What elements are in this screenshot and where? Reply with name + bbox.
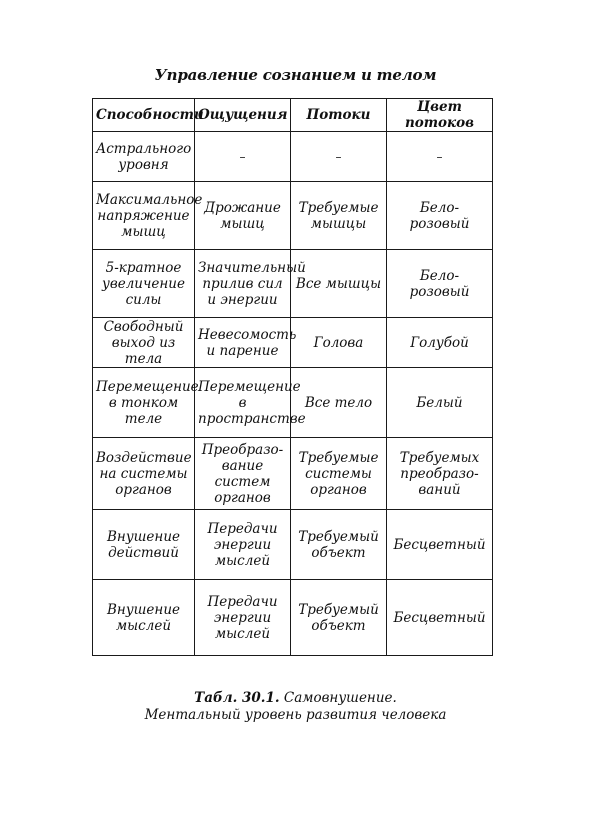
table-row: [93, 182, 493, 250]
table-row: [93, 250, 493, 318]
table-cell: Невесомость и парение: [195, 318, 291, 368]
caption-line-1: [0, 690, 591, 707]
table-cell: Воздействие на системы органов: [93, 438, 195, 510]
table-row: [93, 438, 493, 510]
table-cell: Требуемые мышцы: [291, 182, 387, 250]
table-cell: Свободный выход из тела: [93, 318, 195, 368]
table-cell: Бесцветный: [387, 510, 493, 580]
header-flow-color: Цвет потоков: [387, 99, 493, 132]
table-cell: Передачи энергии мыслей: [195, 510, 291, 580]
table-cell: –: [195, 132, 291, 182]
table-cell: Преобразо- вание систем органов: [195, 438, 291, 510]
header-flows: Потоки: [291, 99, 387, 132]
table-cell: Голова: [291, 318, 387, 368]
table-cell: Перемещение в тонком теле: [93, 368, 195, 438]
table-cell: Требуемый объект: [291, 510, 387, 580]
table-cell: Астрального уровня: [93, 132, 195, 182]
table-cell: Перемещение в пространстве: [195, 368, 291, 438]
table-cell: Внушение действий: [93, 510, 195, 580]
table-cell: –: [291, 132, 387, 182]
table-header-row: [93, 99, 493, 132]
table-row: [93, 580, 493, 656]
caption-title: Самовнушение.: [283, 690, 397, 706]
header-sensations: Ощущения: [195, 99, 291, 132]
table-caption: [0, 690, 591, 724]
table-cell: Бело- розовый: [387, 182, 493, 250]
table-cell: Внушение мыслей: [93, 580, 195, 656]
table-cell: Все тело: [291, 368, 387, 438]
caption-number: Табл. 30.1.: [194, 690, 280, 706]
table-cell: Дрожание мышц: [195, 182, 291, 250]
table-cell: Требуемых преобразо- ваний: [387, 438, 493, 510]
table-cell: Требуемый объект: [291, 580, 387, 656]
table-cell: Передачи энергии мыслей: [195, 580, 291, 656]
table-cell: 5-кратное увеличение силы: [93, 250, 195, 318]
table-row: [93, 132, 493, 182]
table-cell: Бесцветный: [387, 580, 493, 656]
table-cell: Требуемые системы органов: [291, 438, 387, 510]
abilities-table: [92, 98, 493, 656]
header-abilities: Способности: [93, 99, 195, 132]
caption-line-2: Ментальный уровень развития человека: [144, 707, 447, 723]
table-cell: –: [387, 132, 493, 182]
table-cell: Голубой: [387, 318, 493, 368]
table-row: [93, 368, 493, 438]
table-cell: Все мышцы: [291, 250, 387, 318]
table-cell: Значительный прилив сил и энергии: [195, 250, 291, 318]
table-cell: Максимальное напряжение мышц: [93, 182, 195, 250]
table-cell: Белый: [387, 368, 493, 438]
page-title: Управление сознанием и телом: [154, 66, 437, 84]
table-row: [93, 510, 493, 580]
table-cell: Бело- розовый: [387, 250, 493, 318]
table-row: [93, 318, 493, 368]
